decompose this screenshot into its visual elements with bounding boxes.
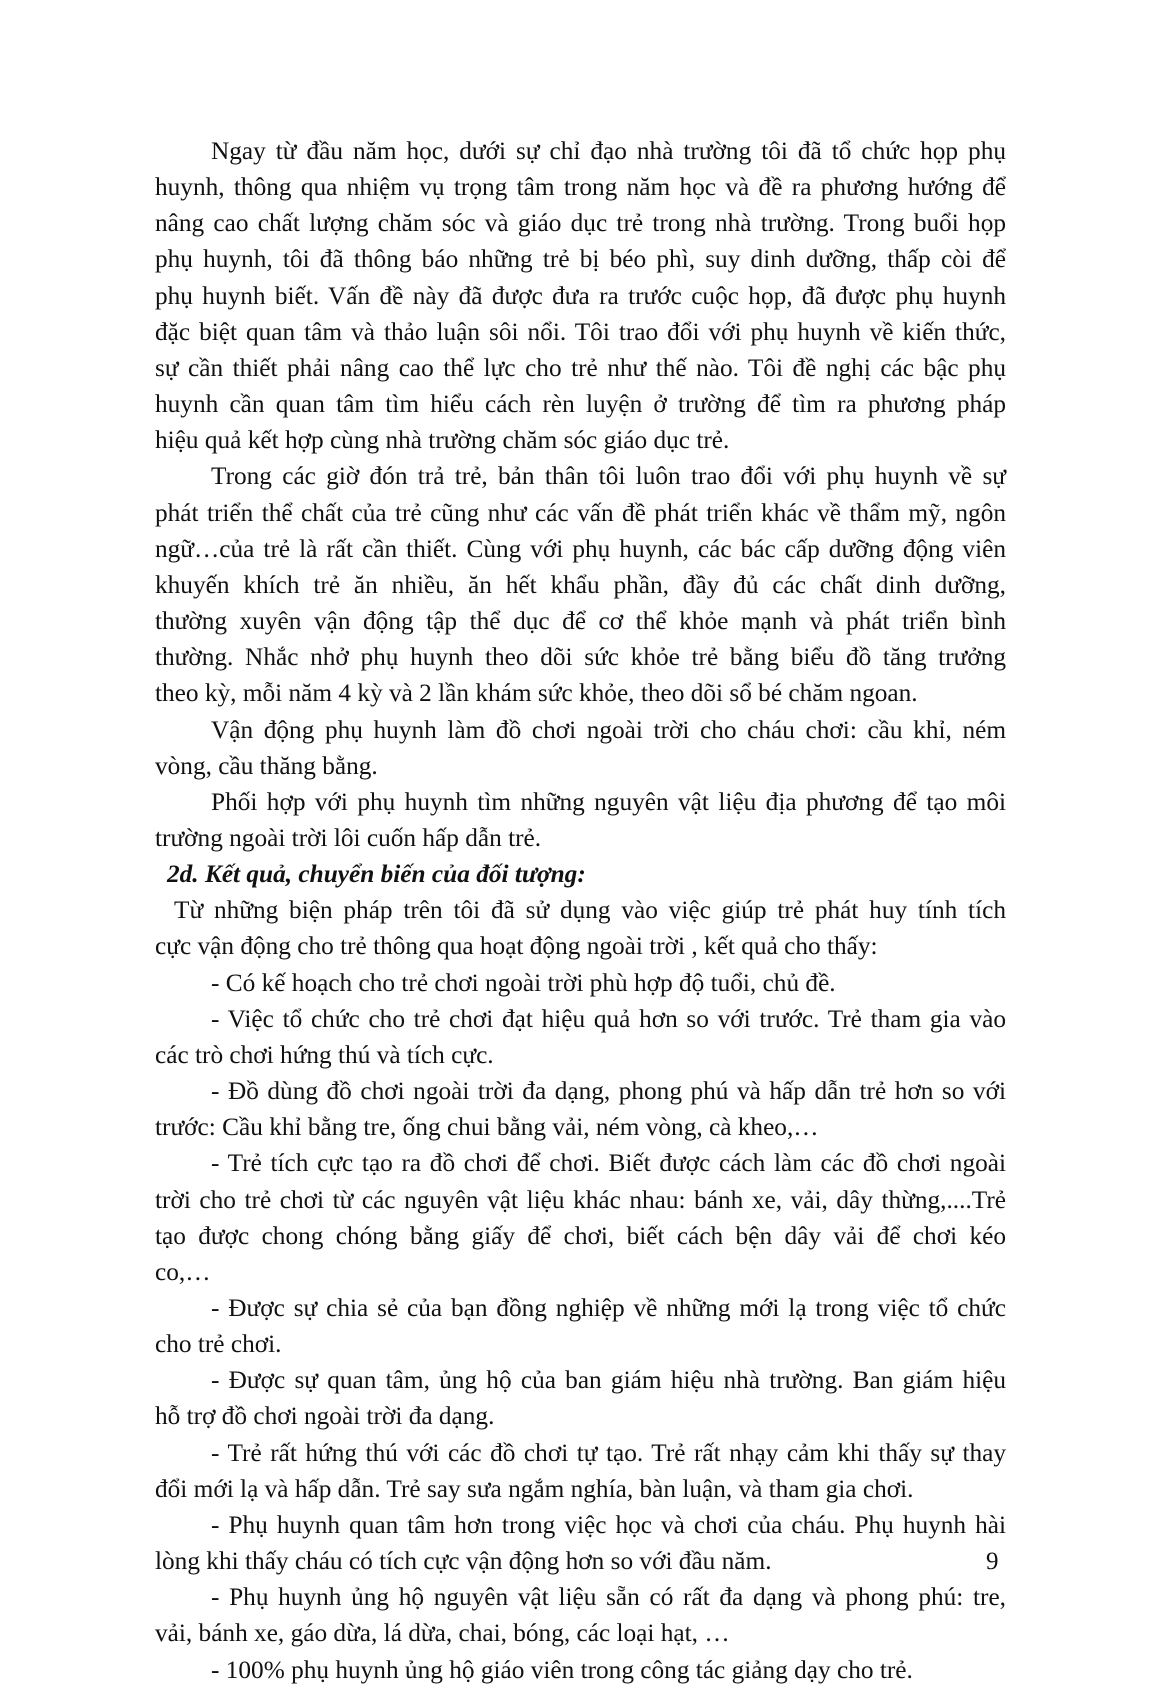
text-line: - Có kế hoạch cho trẻ chơi ngoài trời phù hợp độ tuổi, chủ đề. [211,968,836,997]
text-line: Từ những biện pháp trên tôi đã sử dụng vào việc giúp trẻ phát huy tính tích [174,896,1006,925]
text-line: ngữ…của trẻ là rất cần thiết. Cùng với phụ huynh, các bác cấp dưỡng động viên [155,534,1006,563]
text-line: Trong các giờ đón trả trẻ, bản thân tôi luôn trao đổi với phụ huynh về sự [211,462,1006,491]
result-item [155,1073,1006,1145]
text-line: đổi mới lạ và hấp dẫn. Trẻ say sưa ngắm nghía, bàn luận, và tham gia chơi. [155,1474,914,1503]
text-line: - Được sự chia sẻ của bạn đồng nghiệp về những mới lạ trong việc tổ chức [211,1294,1006,1322]
intro-paragraph [155,892,1006,964]
result-item [155,1507,1006,1579]
paragraph [155,133,1006,458]
text-line: huynh cần quan tâm tìm hiểu cách rèn luyện ở trường để tìm ra phương pháp [155,390,1006,419]
text-line: - Trẻ rất hứng thú với các đồ chơi tự tạo. Trẻ rất nhạy cảm khi thấy sự thay [211,1438,1006,1467]
text-line: tạo được chong chóng bằng giấy để chơi, biết cách bện dây vải để chơi kéo [155,1221,1006,1250]
text-line: các trò chơi hứng thú và tích cực. [155,1040,494,1069]
text-line: trời cho trẻ chơi từ các nguyên vật liệu khác nhau: bánh xe, vải, dây thừng,....Trẻ [155,1185,1006,1214]
text-line: hiệu quả kết hợp cùng nhà trường chăm sóc giáo dục trẻ. [155,426,730,455]
paragraph [155,712,1006,784]
text-line: - Phụ huynh quan tâm hơn trong việc học và chơi của cháu. Phụ huynh hài [211,1510,1006,1539]
result-item [155,1579,1006,1651]
text-line: - 100% phụ huynh ủng hộ giáo viên trong công tác giảng dạy cho trẻ. [211,1655,913,1684]
result-item [155,1362,1006,1434]
text-line: cho trẻ chơi. [155,1330,282,1359]
text-line: huynh, thông qua nhiệm vụ trọng tâm trong năm học và đề ra phương hướng để [155,173,1006,202]
text-line: - Việc tổ chức cho trẻ chơi đạt hiệu quả hơn so với trước. Trẻ tham gia vào [211,1004,1006,1033]
result-item [155,1001,1006,1073]
text-line: - Trẻ tích cực tạo ra đồ chơi để chơi. Biết được cách làm các đồ chơi ngoài [211,1149,1006,1178]
text-line: trường ngoài trời lôi cuốn hấp dẫn trẻ. [155,823,542,852]
document-body [155,133,1006,1688]
result-item [155,1435,1006,1507]
text-line: khuyến khích trẻ ăn nhiều, ăn hết khẩu phần, đầy đủ các chất dinh dưỡng, [155,570,1006,599]
text-line: co,… [155,1257,211,1286]
result-item [155,965,1006,1001]
text-line: hỗ trợ đồ chơi ngoài trời đa dạng. [155,1402,495,1431]
paragraph [155,458,1006,711]
text-line: thường xuyên vận động tập thể dục để cơ thể khỏe mạnh và phát triển bình [155,607,1006,636]
text-line: - Được sự quan tâm, ủng hộ của ban giám hiệu nhà trường. Ban giám hiệu [211,1366,1006,1395]
text-line: lòng khi thấy cháu có tích cực vận động hơn so với đầu năm. [155,1547,772,1576]
text-line: - Đồ dùng đồ chơi ngoài trời đa dạng, phong phú và hấp dẫn trẻ hơn so với [211,1077,1006,1106]
text-line: sự cần thiết phải nâng cao thể lực cho trẻ như thế nào. Tôi đề nghị các bậc phụ [155,353,1006,382]
text-line: phụ huynh biết. Vấn đề này đã được đưa ra trước cuộc họp, đã được phụ huynh [155,281,1006,310]
result-item [155,1290,1006,1362]
text-line: đặc biệt quan tâm và thảo luận sôi nổi. Tôi trao đổi với phụ huynh về kiến thức, [155,317,1006,346]
text-line: Ngay từ đầu năm học, dưới sự chỉ đạo nhà trường tôi đã tổ chức họp phụ [211,137,1006,165]
text-line: phụ huynh, tôi đã thông báo những trẻ bị béo phì, suy dinh dưỡng, thấp còi để [155,245,1006,274]
result-item [155,1145,1006,1290]
text-line: - Phụ huynh ủng hộ nguyên vật liệu sẵn có rất đa dạng và phong phú: tre, [211,1583,1006,1612]
text-line: cực vận động cho trẻ thông qua hoạt động ngoài trời , kết quả cho thấy: [155,932,878,961]
text-line: thường. Nhắc nhở phụ huynh theo dõi sức khỏe trẻ bằng biểu đồ tăng trưởng [155,643,1006,672]
text-line: trước: Cầu khỉ bằng tre, ống chui bằng vải, ném vòng, cà kheo,… [155,1113,819,1142]
text-line: Phối hợp với phụ huynh tìm những nguyên vật liệu địa phương để tạo môi [211,787,1006,816]
text-line: phát triển thể chất của trẻ cũng như các vấn đề phát triển khác về thẩm mỹ, ngôn [155,498,1006,527]
text-line: vòng, cầu thăng bằng. [155,751,378,780]
text-line: theo kỳ, mỗi năm 4 kỳ và 2 lần khám sức khỏe, theo dõi sổ bé chăm ngoan. [155,679,918,708]
text-line: nâng cao chất lượng chăm sóc và giáo dục trẻ trong nhà trường. Trong buổi họp [155,209,1006,238]
section-heading: 2d. Kết quả, chuyển biến của đối tượng: [167,860,586,889]
text-line: Vận động phụ huynh làm đồ chơi ngoài trời cho cháu chơi: cầu khỉ, ném [211,715,1006,744]
result-item [155,1652,1006,1688]
paragraph [155,784,1006,856]
page-number: 9 [986,1548,999,1575]
text-line: vải, bánh xe, gáo dừa, lá dừa, chai, bóng, các loại hạt, … [155,1619,730,1648]
